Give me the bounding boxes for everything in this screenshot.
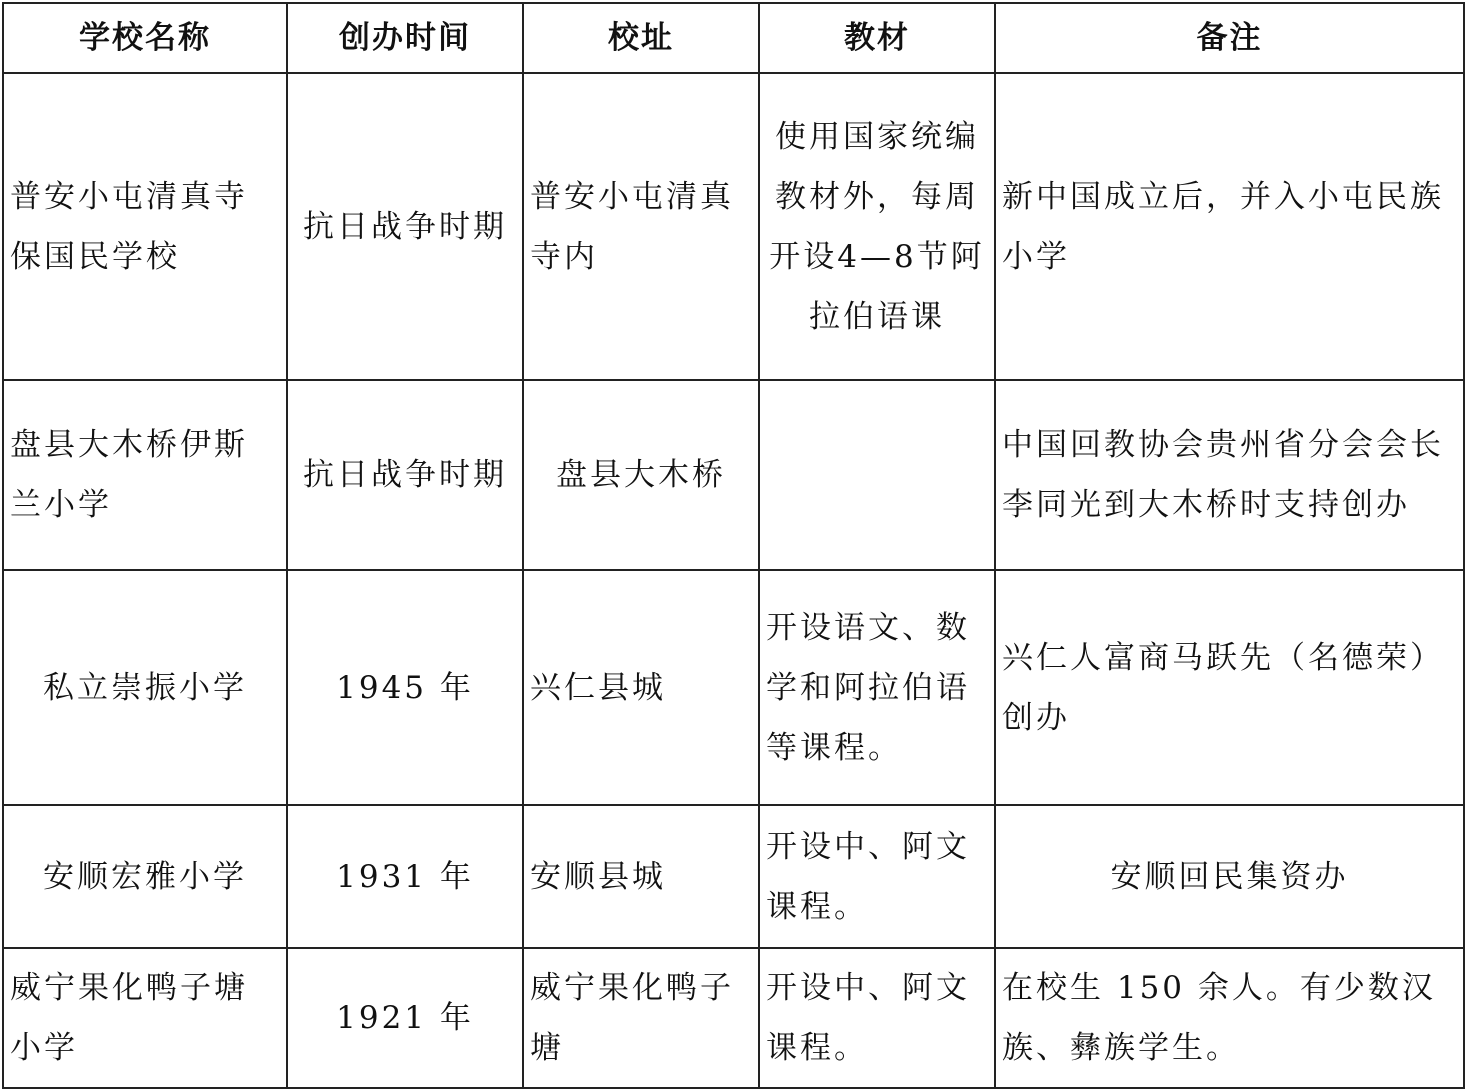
header-founded: 创办时间 <box>287 3 523 73</box>
cell-textbook: 开设语文、数学和阿拉伯语等课程。 <box>759 570 995 805</box>
header-school-name: 学校名称 <box>3 3 287 73</box>
cell-address: 安顺县城 <box>523 805 759 948</box>
cell-founded: 抗日战争时期 <box>287 73 523 380</box>
cell-founded: 1945 年 <box>287 570 523 805</box>
header-row <box>3 3 1464 73</box>
cell-notes: 兴仁人富商马跃先（名德荣）创办 <box>995 570 1464 805</box>
cell-notes: 新中国成立后，并入小屯民族小学 <box>995 73 1464 380</box>
cell-founded: 1931 年 <box>287 805 523 948</box>
table-row <box>3 73 1464 380</box>
cell-address: 普安小屯清真寺内 <box>523 73 759 380</box>
header-address: 校址 <box>523 3 759 73</box>
cell-founded: 1921 年 <box>287 948 523 1088</box>
schools-table <box>2 2 1465 1089</box>
cell-address: 兴仁县城 <box>523 570 759 805</box>
table-row <box>3 805 1464 948</box>
cell-textbook <box>759 380 995 570</box>
cell-notes: 中国回教协会贵州省分会会长李同光到大木桥时支持创办 <box>995 380 1464 570</box>
table-row <box>3 570 1464 805</box>
cell-school-name: 盘县大木桥伊斯兰小学 <box>3 380 287 570</box>
header-notes: 备注 <box>995 3 1464 73</box>
cell-textbook: 开设中、阿文课程。 <box>759 948 995 1088</box>
table-row <box>3 380 1464 570</box>
cell-notes: 安顺回民集资办 <box>995 805 1464 948</box>
cell-textbook: 使用国家统编教材外，每周开设4—8节阿拉伯语课 <box>759 73 995 380</box>
cell-school-name: 安顺宏雅小学 <box>3 805 287 948</box>
cell-notes: 在校生 150 余人。有少数汉族、彝族学生。 <box>995 948 1464 1088</box>
cell-school-name: 普安小屯清真寺保国民学校 <box>3 73 287 380</box>
cell-textbook: 开设中、阿文课程。 <box>759 805 995 948</box>
cell-school-name: 私立崇振小学 <box>3 570 287 805</box>
cell-school-name: 威宁果化鸭子塘小学 <box>3 948 287 1088</box>
table-row <box>3 948 1464 1088</box>
header-textbook: 教材 <box>759 3 995 73</box>
cell-address: 威宁果化鸭子塘 <box>523 948 759 1088</box>
cell-address: 盘县大木桥 <box>523 380 759 570</box>
cell-founded: 抗日战争时期 <box>287 380 523 570</box>
